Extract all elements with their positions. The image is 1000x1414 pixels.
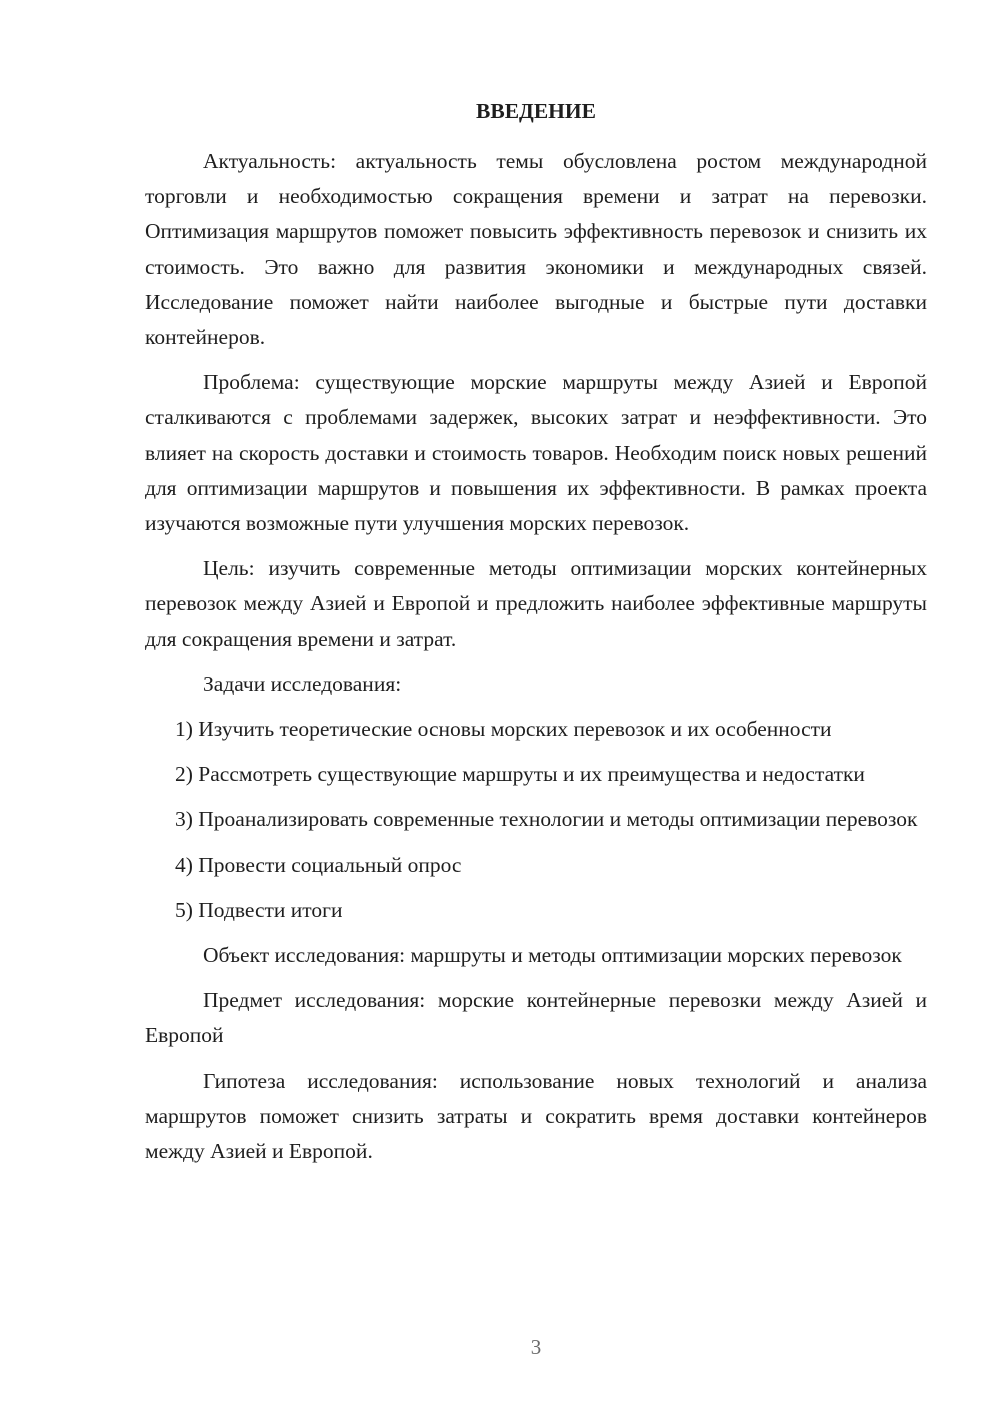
subject-paragraph: Предмет исследования: морские контейнерные перевозки между Азией и Европой — [145, 988, 927, 1048]
page-title: ВВЕДЕНИЕ — [476, 99, 596, 123]
problem-paragraph: Проблема: существующие морские маршруты между Азией и Европой сталкиваются с проблемами задержек, высоких затрат и неэффективности. Это влияет на скорость доставки и стоимость товаров. Необходим поиск новых решений для оптимизации маршрутов и повышения их эффективности. В рамках проекта изучаются возможные пути улучшения морских перевозок. — [145, 370, 927, 536]
document-body — [145, 144, 927, 1169]
task-item-2: 2) Рассмотреть существующие маршруты и их преимущества и недостатки — [175, 762, 865, 787]
page-number: 3 — [530, 1335, 542, 1359]
tasks-heading: Задачи исследования: — [203, 671, 402, 696]
task-item-4: 4) Провести социальный опрос — [175, 852, 462, 877]
relevance-paragraph: Актуальность: актуальность темы обусловлена ростом международной торговли и необходимостью сокращения времени и затрат на перевозки. Оптимизация маршрутов поможет повысить эффективность перевозок и снизить их стоимость. Это важно для развития экономики и международных связей. Исследование поможет найти наиболее выгодные и быстрые пути доставки контейнеров. — [145, 149, 927, 350]
task-item-5: 5) Подвести итоги — [175, 897, 343, 922]
task-item-3: 3) Проанализировать современные технологии и методы оптимизации перевозок — [175, 807, 918, 832]
hypothesis-paragraph: Гипотеза исследования: использование новых технологий и анализа маршрутов поможет снизить затраты и сократить время доставки контейнеров между Азией и Европой. — [145, 1068, 927, 1164]
task-item-1: 1) Изучить теоретические основы морских перевозок и их особенности — [175, 717, 832, 742]
goal-paragraph: Цель: изучить современные методы оптимизации морских контейнерных перевозок между Азией и Европой и предложить наиболее эффективные маршруты для сокращения времени и затрат. — [145, 556, 927, 651]
object-paragraph: Объект исследования: маршруты и методы оптимизации морских перевозок — [203, 943, 902, 968]
